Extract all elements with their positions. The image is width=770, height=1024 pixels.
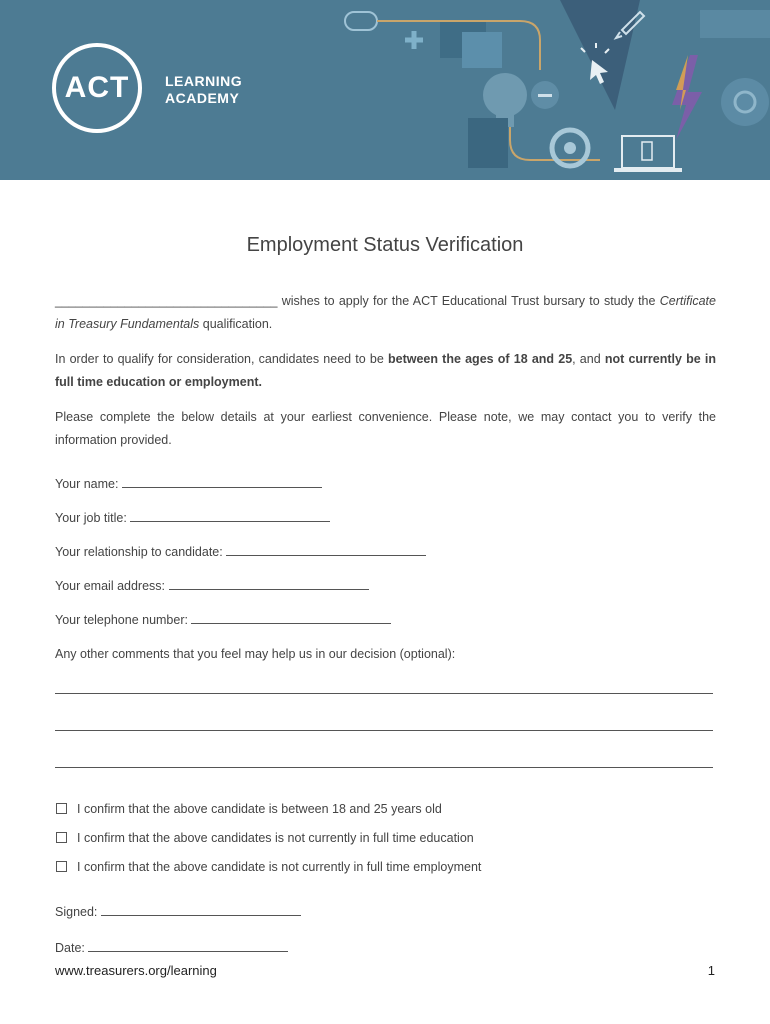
job-title-label: Your job title: xyxy=(55,511,131,525)
plus-icon xyxy=(405,31,423,49)
date-input-line[interactable] xyxy=(88,938,288,952)
signed-field-row xyxy=(55,902,301,921)
panel-shape-2 xyxy=(462,32,502,68)
act-logo-text xyxy=(165,73,242,107)
eligibility-bold-2: not currently be in full time education or employment. xyxy=(55,352,717,389)
header-banner xyxy=(0,0,770,180)
telephone-input-line[interactable] xyxy=(191,610,391,624)
logo-line-learning: LEARNING xyxy=(165,73,243,89)
eligibility-text-1: In order to qualify for consideration, candidates need to be xyxy=(55,352,388,366)
confirm-education-label: I confirm that the above candidates is not currently in full time education xyxy=(77,831,474,845)
signature-input-line[interactable] xyxy=(101,902,301,916)
confirm-employment-row xyxy=(56,858,481,876)
comments-line-1[interactable] xyxy=(55,693,713,694)
email-label: Your email address: xyxy=(55,579,169,593)
page-number: 1 xyxy=(707,963,715,978)
gear-icon xyxy=(721,78,769,126)
name-field-row xyxy=(55,474,322,493)
confirm-age-row xyxy=(56,800,442,818)
comments-line-2[interactable] xyxy=(55,730,713,731)
candidate-name-blank[interactable]: ________________________________ xyxy=(55,294,278,308)
instructions-paragraph: Please complete the below details at your earliest convenience. Please note, we may contact you to verify the information provided. xyxy=(55,410,716,447)
date-label: Date: xyxy=(55,941,89,955)
confirm-employment-checkbox[interactable] xyxy=(56,861,67,872)
telephone-field-row xyxy=(55,610,391,629)
job-title-input-line[interactable] xyxy=(130,508,330,522)
email-field-row xyxy=(55,576,369,595)
eligibility-text-2: , and xyxy=(572,352,605,366)
comments-line-3[interactable] xyxy=(55,767,713,768)
relationship-field-row xyxy=(55,542,426,561)
block-shape xyxy=(468,118,508,168)
logo-line-academy: ACADEMY xyxy=(165,90,240,106)
eligibility-paragraph xyxy=(55,348,716,393)
confirm-education-checkbox[interactable] xyxy=(56,832,67,843)
intro-text-2: qualification. xyxy=(199,316,273,331)
telephone-label: Your telephone number: xyxy=(55,613,192,627)
relationship-label: Your relationship to candidate: xyxy=(55,545,227,559)
job-title-field-row xyxy=(55,508,330,527)
confirm-age-label: I confirm that the above candidate is between 18 and 25 years old xyxy=(77,802,442,816)
confirm-age-checkbox[interactable] xyxy=(56,803,67,814)
intro-text-1: wishes to apply for the ACT Educational Trust bursary to study the xyxy=(277,294,660,308)
relationship-input-line[interactable] xyxy=(226,542,426,556)
confirm-education-row xyxy=(56,829,474,847)
panel-shape-3 xyxy=(700,10,770,38)
lightning-icon xyxy=(672,55,702,140)
toggle-icon xyxy=(345,12,377,30)
laptop-icon xyxy=(614,136,682,172)
comments-label: Any other comments that you feel may help us in our decision (optional): xyxy=(55,647,456,661)
name-label: Your name: xyxy=(55,477,122,491)
date-field-row xyxy=(55,938,288,957)
intro-paragraph xyxy=(55,290,716,335)
intro-italic: Certificate in Treasury Fundamentals xyxy=(55,294,716,331)
footer-url-link[interactable]: www.treasurers.org/learning xyxy=(55,963,217,978)
eligibility-bold-1: between the ages of 18 and 25 xyxy=(387,352,573,366)
name-input-line[interactable] xyxy=(122,474,322,488)
act-logo-mark: ACT xyxy=(52,43,142,133)
signed-label: Signed: xyxy=(55,905,101,919)
page-title: Employment Status Verification xyxy=(246,234,524,256)
email-input-line[interactable] xyxy=(169,576,369,590)
confirm-employment-label: I confirm that the above candidate is not currently in full time employment xyxy=(77,860,482,874)
triangle-shape xyxy=(560,0,640,110)
